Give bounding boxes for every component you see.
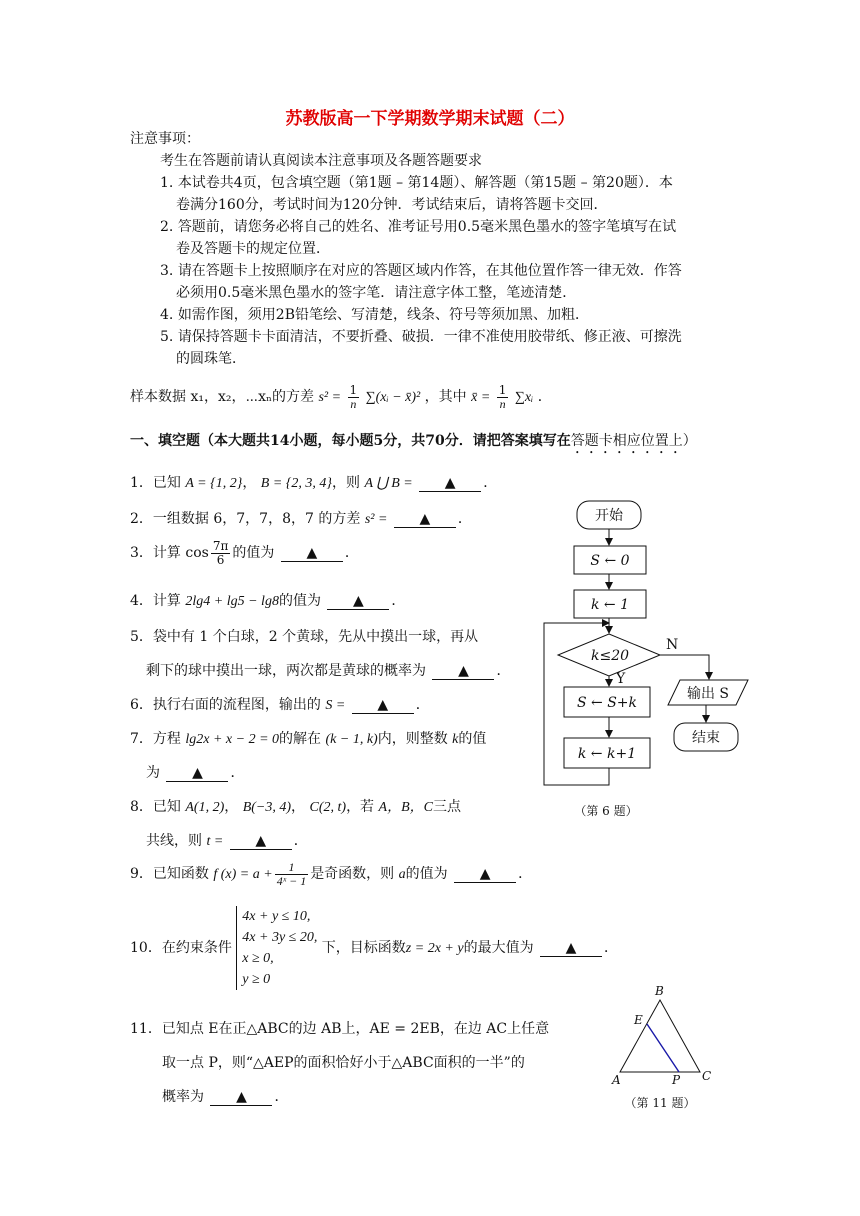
question-1: 1．已知 A = {1, 2}， B = {2, 3, 4}，则 A ⋃ B = ▲ ． [130, 475, 498, 491]
formula-fraction-2: $\frac{1}{n}$ [498, 382, 507, 411]
section-heading: 一、填空题（本大题共14小题，每小题5分，共70分．请把答案填写在答题卡相应位置上） [130, 433, 697, 449]
flow-sum-label: S ← S+k [576, 695, 638, 711]
flow-yes-label: Y [616, 671, 626, 687]
answer-blank: ▲ [327, 593, 389, 610]
notice-item-3 [160, 260, 682, 282]
flow-init-s-label: S ← 0 [590, 553, 630, 569]
q9-fraction: $\frac{1}{\text{4ˣ − 1}}$ [276, 859, 307, 888]
notice-item-5-cont: 的圆珠笔． [176, 351, 246, 367]
notice-item-no: 4. [160, 307, 174, 323]
answer-blank: ▲ [432, 663, 494, 680]
flow-arrow-no [660, 655, 709, 679]
question-7: 7．方程 lg2x + x − 2 = 0的解在 (k − 1, k)内，则整数 k的值 [130, 731, 487, 747]
flow-increment-label: k ← k+1 [577, 746, 637, 762]
section-emphasis: 答题卡相应位置上 [570, 433, 683, 449]
question-11: 11．已知点 E在正△ABC的边 AB上，AE = 2EB，在边 AC上任意 [130, 1021, 550, 1037]
flow-condition-label: k≤20 [590, 648, 630, 664]
notice-item-text: 如需作图，须用2B铅笔绘、写清楚，线条、符号等须加黑、加粗． [177, 307, 590, 323]
notice-item-text: 答题前，请您务必将自己的姓名、准考证号用0.5毫米黑色墨水的签字笔填写在试 [177, 219, 677, 235]
question-2: 2．一组数据 6，7，7，8，7 的方差 s² = ▲ ． [130, 511, 472, 527]
vertex-a-label: A [612, 1073, 621, 1087]
notice-item-1 [160, 172, 673, 194]
notice-item-2 [160, 216, 676, 238]
triangle-abc [620, 1000, 700, 1072]
question-11-cont: 取一点 P，则“△AEP的面积恰好小于△ABC面积的一半”的 [162, 1055, 525, 1071]
notice-item-no: 3. [160, 263, 174, 279]
flow-init-k-label: k ← 1 [590, 597, 630, 613]
constraint-system: 4x + y ≤ 10, 4x + 3y ≤ 20, x ≥ 0, y ≥ 0 [236, 906, 317, 990]
formula-text-2: ，其中 [424, 389, 467, 405]
answer-blank: ▲ [281, 545, 343, 562]
flow-end-label: 结束 [692, 730, 720, 746]
point-p-label: P [672, 1073, 681, 1087]
answer-blank: ▲ [419, 475, 481, 492]
question-5: 5．袋中有 1 个白球，2 个黄球，先从中摸出一球，再从 [130, 629, 479, 645]
vertex-c-label: C [702, 1069, 712, 1083]
question-11-cont-2: 概率为 ▲ ． [162, 1089, 289, 1105]
notice-intro: 考生在答题前请认真阅读本注意事项及各题答题要求 [160, 153, 482, 169]
question-5-cont: 剩下的球中摸出一球，两次都是黄球的概率为 ▲ ． [146, 663, 511, 679]
answer-blank: ▲ [230, 833, 292, 850]
notice-item-no: 5. [160, 329, 174, 345]
formula-text-1: 样本数据 x₁，x₂，⋯xₙ的方差 [130, 389, 315, 405]
notice-item-5 [160, 326, 682, 348]
formula-mean: x̄ = [471, 390, 491, 405]
segment-ep [647, 1024, 679, 1072]
formula-text-3: ． [537, 389, 552, 405]
answer-blank: ▲ [166, 765, 228, 782]
question-9: 9．已知函数 f (x) = a + $\frac{1}{\text{4ˣ − 1}}$ 是奇函数，则 a的值为 ▲ ． [130, 859, 533, 888]
point-e-label: E [634, 1013, 643, 1027]
q3-fraction: $\frac{7\pi}{6}$ [212, 538, 229, 567]
question-7-cont: 为 ▲ ． [146, 765, 245, 781]
notice-heading: 注意事项： [130, 131, 200, 147]
variance-formula [130, 382, 552, 413]
notice-item-1-cont: 卷满分160分，考试时间为120分钟．考试结束后，请将答题卡交回． [176, 197, 608, 213]
page-title: 苏教版高一下学期数学期末试题（二） [285, 109, 575, 129]
question-10: 10．在约束条件 4x + y ≤ 10, 4x + 3y ≤ 20, x ≥ 0, y ≥ 0 下，目标函数z = 2x + y的最大值为 ▲ ． [130, 906, 618, 990]
notice-item-4 [160, 304, 589, 326]
answer-blank: ▲ [540, 940, 602, 957]
flowchart-caption: （第 6 题） [574, 804, 638, 818]
triangle-caption: （第 11 题） [624, 1096, 696, 1110]
formula-sum: ∑(xᵢ − x̄)² [365, 390, 421, 405]
notice-item-no: 1. [160, 175, 174, 191]
question-4: 4．计算 2lg4 + lg5 − lg8的值为 ▲ ． [130, 593, 406, 609]
answer-blank: ▲ [394, 511, 456, 528]
notice-item-no: 2. [160, 219, 174, 235]
vertex-b-label: B [655, 984, 664, 998]
flowchart [530, 495, 760, 825]
notice-item-text: 请在答题卡上按照顺序在对应的答题区域内作答，在其他位置作答一律无效．作答 [177, 263, 682, 279]
flow-no-label: N [666, 637, 679, 653]
answer-blank: ▲ [352, 697, 414, 714]
notice-item-3-cont: 必须用0.5毫米黑色墨水的签字笔．请注意字体工整，笔迹清楚． [176, 285, 577, 301]
answer-blank: ▲ [454, 866, 516, 883]
question-6: 6．执行右面的流程图，输出的 S = ▲ ． [130, 697, 430, 713]
notice-item-text: 请保持答题卡卡面清洁，不要折叠、破损．一律不准使用胶带纸、修正液、可擦洗 [177, 329, 682, 345]
triangle-figure [600, 980, 730, 1115]
flow-start-label: 开始 [595, 508, 623, 524]
question-3: 3．计算 cos $\frac{7\pi}{6}$ 的值为 ▲ ． [130, 538, 359, 567]
notice-item-text: 本试卷共4页，包含填空题（第1题 – 第14题）、解答题（第15题 – 第20题）．本 [177, 175, 673, 191]
formula-variance: s² = [318, 390, 342, 405]
notice-item-2-cont: 卷及答题卡的规定位置． [176, 241, 330, 257]
formula-fraction: $\frac{1}{n}$ [349, 382, 358, 411]
question-8-cont: 共线，则 t = ▲ ． [146, 833, 308, 849]
flow-output-label: 输出 S [686, 686, 730, 702]
answer-blank: ▲ [210, 1089, 272, 1106]
question-8: 8．已知 A(1, 2)， B(−3, 4)， C(2, t)，若 A，B，C三点 [130, 799, 461, 815]
formula-sum-2: ∑xᵢ [514, 390, 534, 405]
